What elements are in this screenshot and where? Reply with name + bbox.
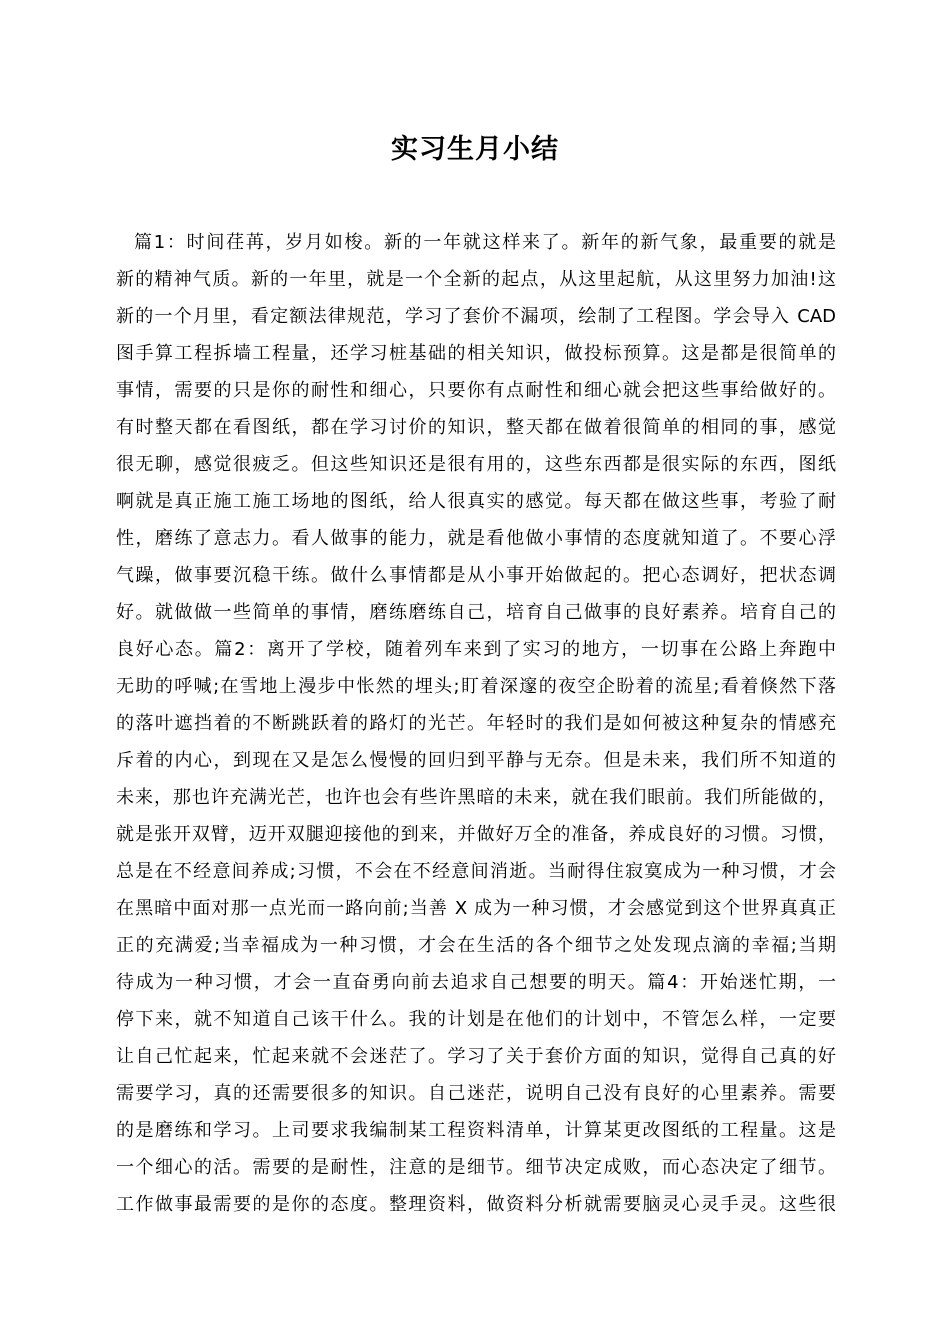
text-line: 待成为一种习惯，才会一直奋勇向前去追求自己想要的明天。篇4：开始迷忙期，一 (116, 972, 836, 993)
text-line: 总是在不经意间养成;习惯，不会在不经意间消逝。当耐得住寂寞成为一种习惯，才会 (116, 861, 836, 882)
text-line: 性，磨练了意志力。看人做事的能力，就是看他做小事情的态度就知道了。不要心浮 (116, 528, 836, 549)
text-line: 事情，需要的只是你的耐性和细心，只要你有点耐性和细心就会把这些事给做好的。 (116, 380, 836, 401)
text-line: 工作做事最需要的是你的态度。整理资料，做资料分析就需要脑灵心灵手灵。这些很 (116, 1194, 836, 1215)
text-line: 正的充满爱;当幸福成为一种习惯，才会在生活的各个细节之处发现点滴的幸福;当期 (116, 935, 836, 956)
document-body (116, 224, 836, 1223)
text-line: 的是磨练和学习。上司要求我编制某工程资料清单，计算某更改图纸的工程量。这是 (116, 1120, 836, 1141)
text-line: 好。就做做一些简单的事情，磨练磨练自己，培育自己做事的良好素养。培育自己的 (116, 602, 836, 623)
text-line: 需要学习，真的还需要很多的知识。自己迷茫，说明自己没有良好的心里素养。需要 (116, 1083, 836, 1104)
text-line: 新的一个月里，看定额法律规范，学习了套价不漏项，绘制了工程图。学会导入 CAD (116, 306, 836, 327)
text-line: 新的精神气质。新的一年里，就是一个全新的起点，从这里起航，从这里努力加油!这 (116, 269, 836, 290)
text-line: 在黑暗中面对那一点光而一路向前;当善 X 成为一种习惯，才会感觉到这个世界真真正 (116, 898, 836, 919)
text-line: 有时整天都在看图纸，都在学习讨价的知识，整天都在做着很简单的相同的事，感觉 (116, 417, 836, 438)
text-line: 一个细心的活。需要的是耐性，注意的是细节。细节决定成败，而心态决定了细节。 (116, 1157, 836, 1178)
text-line: 让自己忙起来，忙起来就不会迷茫了。学习了关于套价方面的知识，觉得自己真的好 (116, 1046, 836, 1067)
text-line: 篇1：时间荏苒，岁月如梭。新的一年就这样来了。新年的新气象，最重要的就是 (134, 232, 836, 253)
text-line: 气躁，做事要沉稳干练。做什么事情都是从小事开始做起的。把心态调好，把状态调 (116, 565, 836, 586)
text-line: 无助的呼喊;在雪地上漫步中怅然的埋头;盯着深邃的夜空企盼着的流星;看着倏然下落 (116, 676, 836, 697)
text-line: 的落叶遮挡着的不断跳跃着的路灯的光芒。年轻时的我们是如何被这种复杂的情感充 (116, 713, 836, 734)
text-line: 就是张开双臂，迈开双腿迎接他的到来，并做好万全的准备，养成良好的习惯。习惯， (116, 824, 836, 845)
page-title: 实习生月小结 (391, 134, 559, 165)
text-line: 未来，那也许充满光芒，也许也会有些许黑暗的未来，就在我们眼前。我们所能做的， (116, 787, 836, 808)
text-line: 良好心态。篇2：离开了学校，随着列车来到了实习的地方，一切事在公路上奔跑中 (116, 639, 836, 660)
text-line: 啊就是真正施工施工场地的图纸，给人很真实的感觉。每天都在做这些事，考验了耐 (116, 491, 836, 512)
text-line: 斥着的内心，到现在又是怎么慢慢的回归到平静与无奈。但是未来，我们所不知道的 (116, 750, 836, 771)
text-line: 停下来，就不知道自己该干什么。我的计划是在他们的计划中，不管怎么样，一定要 (116, 1009, 836, 1030)
text-line: 很无聊，感觉很疲乏。但这些知识还是很有用的，这些东西都是很实际的东西，图纸 (116, 454, 836, 475)
text-line: 图手算工程拆墙工程量，还学习桩基础的相关知识，做投标预算。这是都是很简单的 (116, 343, 836, 364)
